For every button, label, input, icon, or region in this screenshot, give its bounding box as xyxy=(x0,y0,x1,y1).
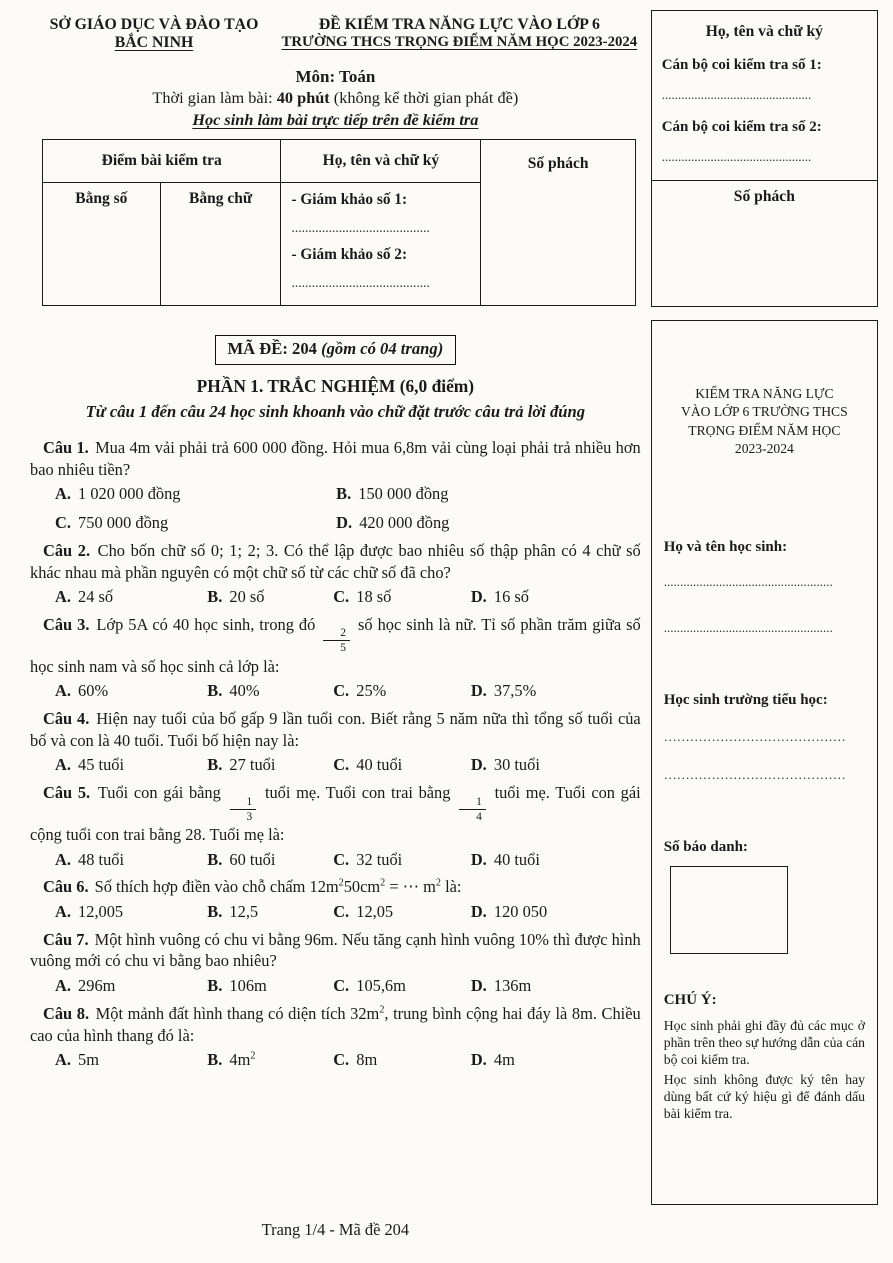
exam-code-box xyxy=(215,335,457,365)
answer-option-c: C. 750 000 đồng xyxy=(55,513,169,533)
answer-option-c: C. 40 tuổi xyxy=(333,755,403,775)
answer-option-b: B. 40% xyxy=(207,681,260,701)
issuing-authority xyxy=(30,16,278,52)
option-label: A. xyxy=(55,849,76,869)
superscript: 2 xyxy=(379,1004,385,1016)
option-label: B. xyxy=(207,681,227,701)
school-line-1: …………………………………… xyxy=(663,728,846,744)
sidebar-title-line2: VÀO LỚP 6 TRƯỜNG THCS xyxy=(681,404,848,420)
main-column xyxy=(30,10,641,1240)
answer-option-c: C. 18 số xyxy=(333,587,392,607)
question-7 xyxy=(30,929,641,998)
superscript: 2 xyxy=(250,1050,256,1062)
note-text-2: Học sinh không được ký tên hay dùng bất cứ ký hiệu gì để đánh dấu bài kiểm tra. xyxy=(663,1071,865,1122)
examiner1-signature-line: ......................................... xyxy=(291,220,430,235)
answer-option-a: A. 296m xyxy=(55,976,116,996)
options-row xyxy=(30,482,641,506)
questions-section xyxy=(30,437,641,1072)
answer-option-c: C. 32 tuổi xyxy=(333,849,403,869)
question-number: Câu 5. xyxy=(43,783,96,803)
option-label: C. xyxy=(333,976,354,996)
answer-option-a: A. 45 tuổi xyxy=(55,755,125,775)
answer-option-a: A. 1 020 000 đồng xyxy=(55,484,181,504)
fraction xyxy=(230,796,257,824)
fraction-numerator: 1 xyxy=(459,796,486,810)
exam-subtitle: TRƯỜNG THCS TRỌNG ĐIỂM NĂM HỌC 2023-2024 xyxy=(281,34,638,50)
answer-option-a: A. 12,005 xyxy=(55,902,124,922)
proctor2-signature-line: .............................................. xyxy=(661,149,812,164)
option-label: A. xyxy=(55,1050,76,1070)
fraction xyxy=(323,627,350,655)
score-table xyxy=(42,139,636,306)
option-label: A. xyxy=(55,902,76,922)
question-text: Câu 8. Một mảnh đất hình thang có diện tích $32m^2$, trung bình cộng hai đáy là 8m. Chiều cao của hình thang đó là: xyxy=(30,1003,641,1045)
question-2 xyxy=(30,540,641,609)
examiner2-label: - Giám khảo số 2: xyxy=(291,246,408,263)
question-number: Câu 3. xyxy=(43,614,95,634)
signature-box-title: Họ, tên và chữ ký xyxy=(705,23,823,40)
answer-option-c: C. 25% xyxy=(333,681,387,701)
answer-option-b: B. 150 000 đồng xyxy=(336,484,449,504)
answer-option-d: D. 16 số xyxy=(470,587,529,607)
question-number: Câu 1. xyxy=(43,438,94,457)
proctor1-signature-line: .............................................. xyxy=(661,87,812,102)
student-info-box xyxy=(651,320,878,1205)
answer-option-d: D. 4m xyxy=(470,1050,515,1070)
exam-code-pages: (gồm có 04 trang) xyxy=(316,339,444,358)
subject-line: Môn: Toán xyxy=(295,67,376,86)
page-footer: Trang 1/4 - Mã đề 204 xyxy=(261,1220,410,1239)
option-label: D. xyxy=(470,849,491,869)
option-label: D. xyxy=(470,755,491,775)
option-label: B. xyxy=(336,484,356,504)
option-label: A. xyxy=(55,976,76,996)
superscript: 2 xyxy=(380,877,386,889)
options-row xyxy=(30,585,641,609)
score-table-header-row xyxy=(43,140,636,183)
answer-option-c: C. 12,05 xyxy=(333,902,394,922)
fraction-denominator: 5 xyxy=(340,642,347,655)
question-number: Câu 4. xyxy=(43,709,95,729)
examiner2-signature-line: ......................................... xyxy=(291,275,430,290)
question-text: Câu 6. Số thích hợp điền vào chỗ chấm $12m^250cm^2$ = ⋯ $m^2$ là: xyxy=(43,877,462,897)
answer-option-d: D. 40 tuổi xyxy=(470,849,540,869)
option-label: B. xyxy=(207,587,227,607)
option-label: C. xyxy=(333,681,354,701)
fraction-numerator: 1 xyxy=(230,796,257,810)
answer-option-b: B. $4m^2$ xyxy=(207,1050,256,1070)
option-label: B. xyxy=(207,849,227,869)
note-title: CHÚ Ý: xyxy=(663,991,717,1008)
question-4 xyxy=(30,708,641,777)
option-label: D. xyxy=(470,976,491,996)
candidate-number-label: Số báo danh: xyxy=(663,838,748,855)
examiner-signature-box xyxy=(651,10,878,307)
document-header xyxy=(30,16,641,52)
question-5 xyxy=(30,782,641,871)
student-name-line-2: .................................................... xyxy=(663,619,833,635)
option-label: D. xyxy=(470,681,491,701)
answer-option-b: B. 12,5 xyxy=(207,902,259,922)
question-number: Câu 7. xyxy=(43,929,93,949)
exam-title-block xyxy=(278,16,641,52)
option-label: B. xyxy=(207,976,227,996)
sidebar-title-line4: 2023-2024 xyxy=(734,441,794,457)
option-label: B. xyxy=(207,902,227,922)
options-row xyxy=(30,1048,641,1072)
examiner1-label: - Giám khảo số 1: xyxy=(291,191,408,208)
options-row xyxy=(30,511,641,535)
part1-instruction: Từ câu 1 đến câu 24 học sinh khoanh vào chữ đặt trước câu trả lời đúng xyxy=(85,402,586,421)
question-text: Câu 5. Tuổi con gái bằng $\frac{1}{3}$ tuổi mẹ. Tuổi con trai bằng $\frac{1}{4}$ tuổi mẹ. Tuổi con gái cộng tuổi con trai bằng 28. Tuổi mẹ là: xyxy=(30,783,641,844)
answer-option-a: A. 5m xyxy=(55,1050,99,1070)
fraction-numerator: 2 xyxy=(323,627,350,641)
question-text: Câu 4. Hiện nay tuổi của bố gấp 9 lần tuổi con. Biết rằng 5 năm nữa thì tổng số tuổi của bố và con là 40 tuổi. Tuổi bố hiện nay là: xyxy=(30,709,641,750)
question-1 xyxy=(30,437,641,535)
answer-option-d: D. 120 050 xyxy=(470,902,548,922)
answer-option-b: B. 20 số xyxy=(207,587,265,607)
code-header-cell: Số phách xyxy=(481,140,636,306)
signature-header-cell: Họ, tên và chữ ký xyxy=(281,140,481,183)
authority-name: SỞ GIÁO DỤC VÀ ĐÀO TẠO xyxy=(49,16,259,33)
question-text: Câu 1. Mua 4m vải phải trả 600 000 đồng. Hỏi mua 6,8m vải cùng loại phải trả nhiều hơn bao nhiêu tiền? xyxy=(30,438,641,479)
superscript: 2 xyxy=(435,877,441,889)
score-number-cell: Bằng số xyxy=(43,183,161,306)
score-header-cell: Điểm bài kiểm tra xyxy=(43,140,281,183)
answer-option-b: B. 27 tuổi xyxy=(207,755,276,775)
answer-option-d: D. 30 tuổi xyxy=(470,755,540,775)
option-label: C. xyxy=(333,755,354,775)
authority-province: BẮC NINH xyxy=(114,34,194,51)
option-label: C. xyxy=(333,902,354,922)
direct-instruction: Học sinh làm bài trực tiếp trên đề kiểm tra xyxy=(192,110,479,129)
options-row xyxy=(30,974,641,998)
fraction xyxy=(459,796,486,824)
fraction-denominator: 4 xyxy=(476,810,482,823)
option-label: C. xyxy=(333,1050,354,1070)
code-section-label: Số phách xyxy=(733,188,795,205)
question-text: Câu 7. Một hình vuông có chu vi bằng 96m. Nếu tăng cạnh hình vuông 10% thì được hình vuông mới có chu vi bằng bao nhiêu? xyxy=(30,929,641,971)
answer-option-a: A. 24 số xyxy=(55,587,114,607)
school-label: Học sinh trường tiểu học: xyxy=(663,691,828,708)
examiner-signature-cell xyxy=(281,183,481,306)
superscript: 2 xyxy=(338,877,344,889)
option-label: B. xyxy=(207,755,227,775)
exam-title: ĐỀ KIỂM TRA NĂNG LỰC VÀO LỚP 6 xyxy=(318,16,600,33)
divider xyxy=(652,180,877,181)
part1-title: PHẦN 1. TRẮC NGHIỆM (6,0 điểm) xyxy=(196,376,475,396)
sidebar-title-line3: TRỌNG ĐIỂM NĂM HỌC xyxy=(688,422,841,438)
option-label: C. xyxy=(333,849,354,869)
question-number: Câu 6. xyxy=(43,877,93,897)
time-suffix: (không kể thời gian phát đề) xyxy=(329,88,519,107)
option-label: A. xyxy=(55,587,76,607)
option-label: C. xyxy=(333,587,354,607)
question-6 xyxy=(30,876,641,923)
sidebar-title-line1: KIỂM TRA NĂNG LỰC xyxy=(695,386,834,401)
time-prefix: Thời gian làm bài: xyxy=(152,88,277,107)
note-text-1: Học sinh phải ghi đầy đủ các mục ở phần trên theo sự hướng dẫn của cán bộ coi kiểm tra. xyxy=(663,1017,865,1068)
option-label: C. xyxy=(55,513,76,533)
question-number: Câu 2. xyxy=(43,540,96,560)
options-row xyxy=(30,900,641,924)
options-row xyxy=(30,679,641,703)
school-line-2: …………………………………… xyxy=(663,766,846,782)
question-8 xyxy=(30,1003,641,1072)
exam-code-wrap xyxy=(30,335,641,365)
answer-option-b: B. 60 tuổi xyxy=(207,849,276,869)
time-duration: 40 phút xyxy=(276,88,330,107)
sidebar-exam-title xyxy=(664,385,865,459)
answer-option-a: A. 60% xyxy=(55,681,109,701)
option-label: D. xyxy=(336,513,357,533)
options-row xyxy=(30,753,641,777)
answer-option-b: B. 106m xyxy=(207,976,267,996)
question-number: Câu 8. xyxy=(43,1003,94,1023)
proctor1-label: Cán bộ coi kiểm tra số 1: xyxy=(661,57,822,73)
option-label: A. xyxy=(55,681,76,701)
candidate-number-box xyxy=(670,866,788,954)
option-label: D. xyxy=(470,587,491,607)
time-line xyxy=(30,88,641,108)
options-row xyxy=(30,848,641,872)
answer-option-d: D. 136m xyxy=(470,976,532,996)
option-label: A. xyxy=(55,484,76,504)
answer-option-c: C. 105,6m xyxy=(333,976,406,996)
fraction-denominator: 3 xyxy=(246,810,253,823)
right-sidebar xyxy=(651,10,878,1240)
exam-code: MÃ ĐỀ: 204 xyxy=(227,339,317,358)
student-name-line-1: .................................................... xyxy=(663,573,833,589)
question-text: Câu 3. Lớp 5A có 40 học sinh, trong đó $\frac{2}{5}$ số học sinh là nữ. Tỉ số phần trăm giữa số học sinh nam và số học sinh cả lớp là: xyxy=(30,614,641,676)
answer-option-d: D. 420 000 đồng xyxy=(336,513,450,533)
answer-option-d: D. 37,5% xyxy=(470,681,537,701)
answer-option-c: C. 8m xyxy=(333,1050,378,1070)
question-text: Câu 2. Cho bốn chữ số 0; 1; 2; 3. Có thể lập được bao nhiêu số thập phân có 4 chữ số khác nhau mà phần nguyên có một chữ số từ các chữ số đã cho? xyxy=(30,540,641,582)
answer-option-a: A. 48 tuổi xyxy=(55,849,125,869)
question-3 xyxy=(30,614,641,703)
option-label: D. xyxy=(470,902,491,922)
score-words-cell: Bằng chữ xyxy=(160,183,281,306)
proctor2-label: Cán bộ coi kiểm tra số 2: xyxy=(661,119,822,135)
student-name-label: Họ và tên học sinh: xyxy=(663,538,788,555)
option-label: A. xyxy=(55,755,76,775)
option-label: B. xyxy=(207,1050,227,1070)
option-label: D. xyxy=(470,1050,491,1070)
